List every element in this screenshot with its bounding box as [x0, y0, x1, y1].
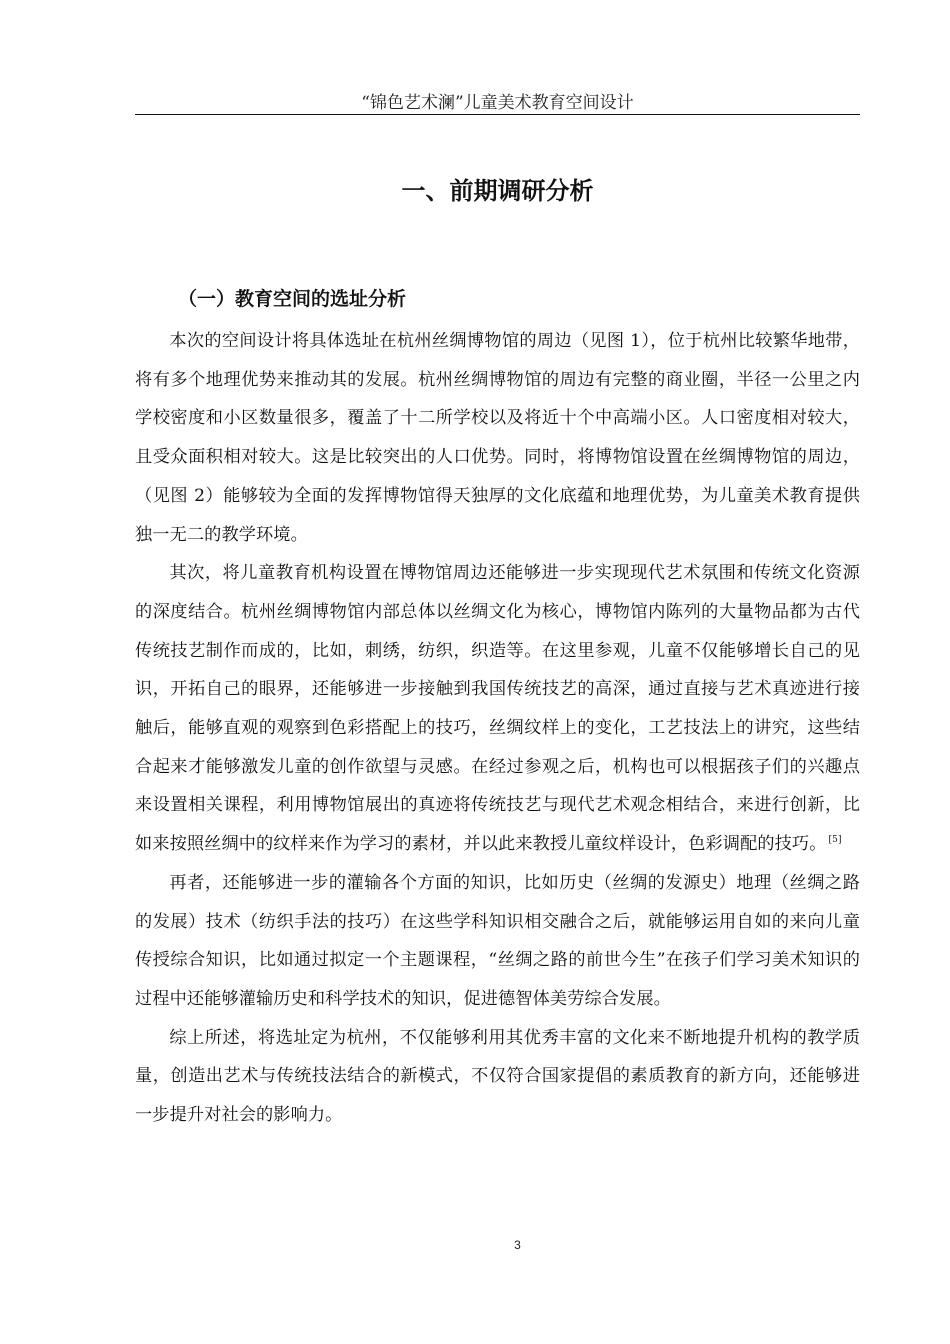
paragraph	[135, 322, 860, 554]
paragraph	[135, 864, 860, 1019]
paragraph	[135, 554, 860, 864]
paragraph-text: 其次，将儿童教育机构设置在博物馆周边还能够进一步实现现代艺术氛围和传统文化资源的深度结合。杭州丝绸博物馆内部总体以丝绸文化为核心，博物馆内陈列的大量物品都为古代传统技艺制作而成的，比如，刺绣，纺织，织造等。在这里参观，儿童不仅能够增长自己的见识，开拓自己的眼界，还能够进一步接触到我国传统技艺的高深，通过直接与艺术真迹进行接触后，能够直观的观察到色彩搭配上的技巧，丝绸纹样上的变化，工艺技法上的讲究，这些结合起来才能够激发儿童的创作欲望与灵感。在经过参观之后，机构也可以根据孩子们的兴趣点来设置相关课程，利用博物馆展出的真迹将传统技艺与现代艺术观念相结合，来进行创新，比如来按照丝绸中的纹样来作为学习的素材，并以此来教授儿童纹样设计，色彩调配的技巧。	[135, 563, 860, 855]
running-header-title: “锦色艺术澜”儿童美术教育空间设计	[361, 93, 634, 113]
header-divider	[135, 114, 860, 115]
chapter-title: 一、前期调研分析	[401, 177, 594, 205]
paragraph-text: 本次的空间设计将具体选址在杭州丝绸博物馆的周边（见图 1），位于杭州比较繁华地带，将有多个地理优势来推动其的发展。杭州丝绸博物馆的周边有完整的商业圈，半径一公里之内学校密度和小区数量很多，覆盖了十二所学校以及将近十个中高端小区。人口密度相对较大，且受众面积相对较大。这是比较突出的人口优势。同时，将博物馆设置在丝绸博物馆的周边，（见图 2）能够较为全面的发挥博物馆得天独厚的文化底蕴和地理优势，为儿童美术教育提供独一无二的教学环境。	[135, 331, 860, 545]
body-text	[135, 322, 860, 1135]
page-number: 3	[514, 1238, 521, 1252]
paragraph-text: 再者，还能够进一步的灌输各个方面的知识，比如历史（丝绸的发源史）地理（丝绸之路的发展）技术（纺织手法的技巧）在这些学科知识相交融合之后，就能够运用自如的来向儿童传授综合知识，比如通过拟定一个主题课程，“丝绸之路的前世今生”在孩子们学习美术知识的过程中还能够灌输历史和科学技术的知识，促进德智体美劳综合发展。	[135, 872, 860, 1009]
paragraph-text: 综上所述，将选址定为杭州，不仅能够利用其优秀丰富的文化来不断地提升机构的教学质量，创造出艺术与传统技法结合的新模式，不仅符合国家提倡的素质教育的新方向，还能够进一步提升对社会的影响力。	[135, 1027, 860, 1126]
section-title: （一）教育空间的选址分析	[178, 288, 407, 310]
citation-reference: [5]	[828, 835, 842, 846]
paragraph	[135, 1019, 860, 1135]
